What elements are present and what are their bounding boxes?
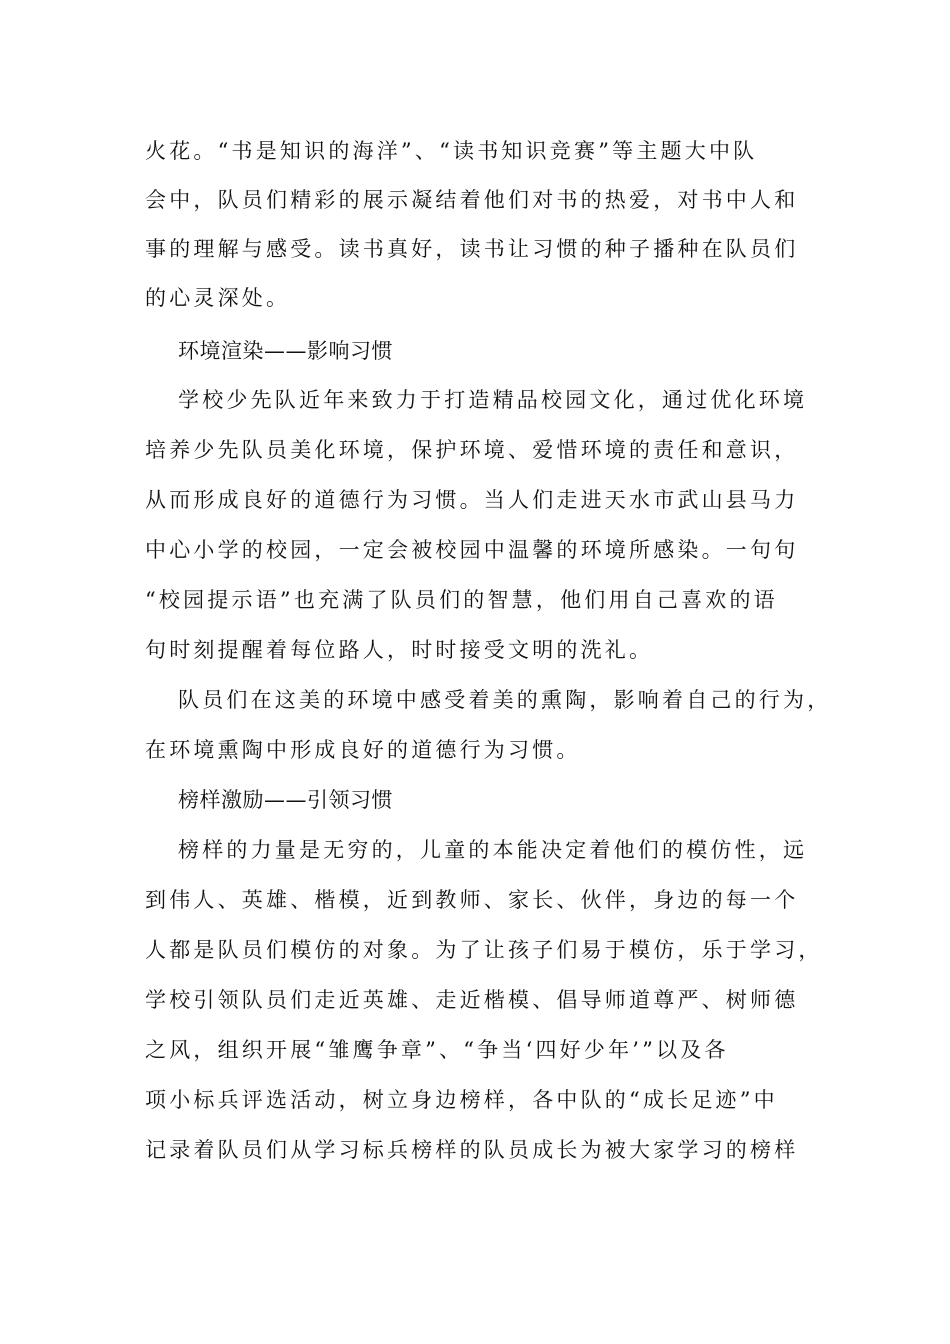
paragraph-line: 记录着队员们从学习标兵榜样的队员成长为被大家学习的榜样	[145, 1138, 799, 1162]
paragraph-line: “校园提示语”也充满了队员们的智慧，他们用自己喜欢的语	[145, 588, 778, 612]
paragraph-line: 榜样的力量是无穷的，儿童的本能决定着他们的模仿性，远	[178, 838, 808, 862]
paragraph-line: 项小标兵评选活动，树立身边榜样，各中队的“成长足迹”中	[145, 1088, 778, 1112]
paragraph-line: 培养少先队员美化环境，保护环境、爱惜环境的责任和意识，	[145, 438, 799, 462]
paragraph-line: 火花。“书是知识的海洋”、“读书知识竞赛”等主题大中队	[145, 139, 758, 163]
paragraph-line: 中心小学的校园，一定会被校园中温馨的环境所感染。一句句	[145, 538, 799, 562]
paragraph-line: 学校少先队近年来致力于打造精品校园文化，通过优化环境	[178, 388, 808, 412]
paragraph-line: 句时刻提醒着每位路人，时时接受文明的洗礼。	[145, 638, 654, 662]
paragraph-line: 学校引领队员们走近英雄、走近楷模、倡导师道尊严、树师德	[145, 988, 799, 1012]
section-heading-environment: 环境渲染——影响习惯	[178, 339, 393, 363]
section-heading-role-model: 榜样激励——引领习惯	[178, 788, 393, 812]
paragraph-line: 人都是队员们模仿的对象。为了让孩子们易于模仿，乐于学习，	[145, 938, 823, 962]
paragraph-line: 会中，队员们精彩的展示凝结着他们对书的热爱，对书中人和	[145, 188, 799, 212]
paragraph-line: 在环境熏陶中形成良好的道德行为习惯。	[145, 738, 581, 762]
paragraph-line: 队员们在这美的环境中感受着美的熏陶，影响着自己的行为，	[178, 688, 832, 712]
paragraph-line: 之风，组织开展“雏鹰争章”、“争当‘四好少年’”以及各	[145, 1038, 729, 1062]
paragraph-line: 从而形成良好的道德行为习惯。当人们走进天水市武山县马力	[145, 488, 799, 512]
paragraph-line: 到伟人、英雄、楷模，近到教师、家长、伙伴，身边的每一个	[145, 888, 799, 912]
paragraph-line: 的心灵深处。	[145, 286, 291, 310]
paragraph-line: 事的理解与感受。读书真好，读书让习惯的种子播种在队员们	[145, 237, 799, 261]
